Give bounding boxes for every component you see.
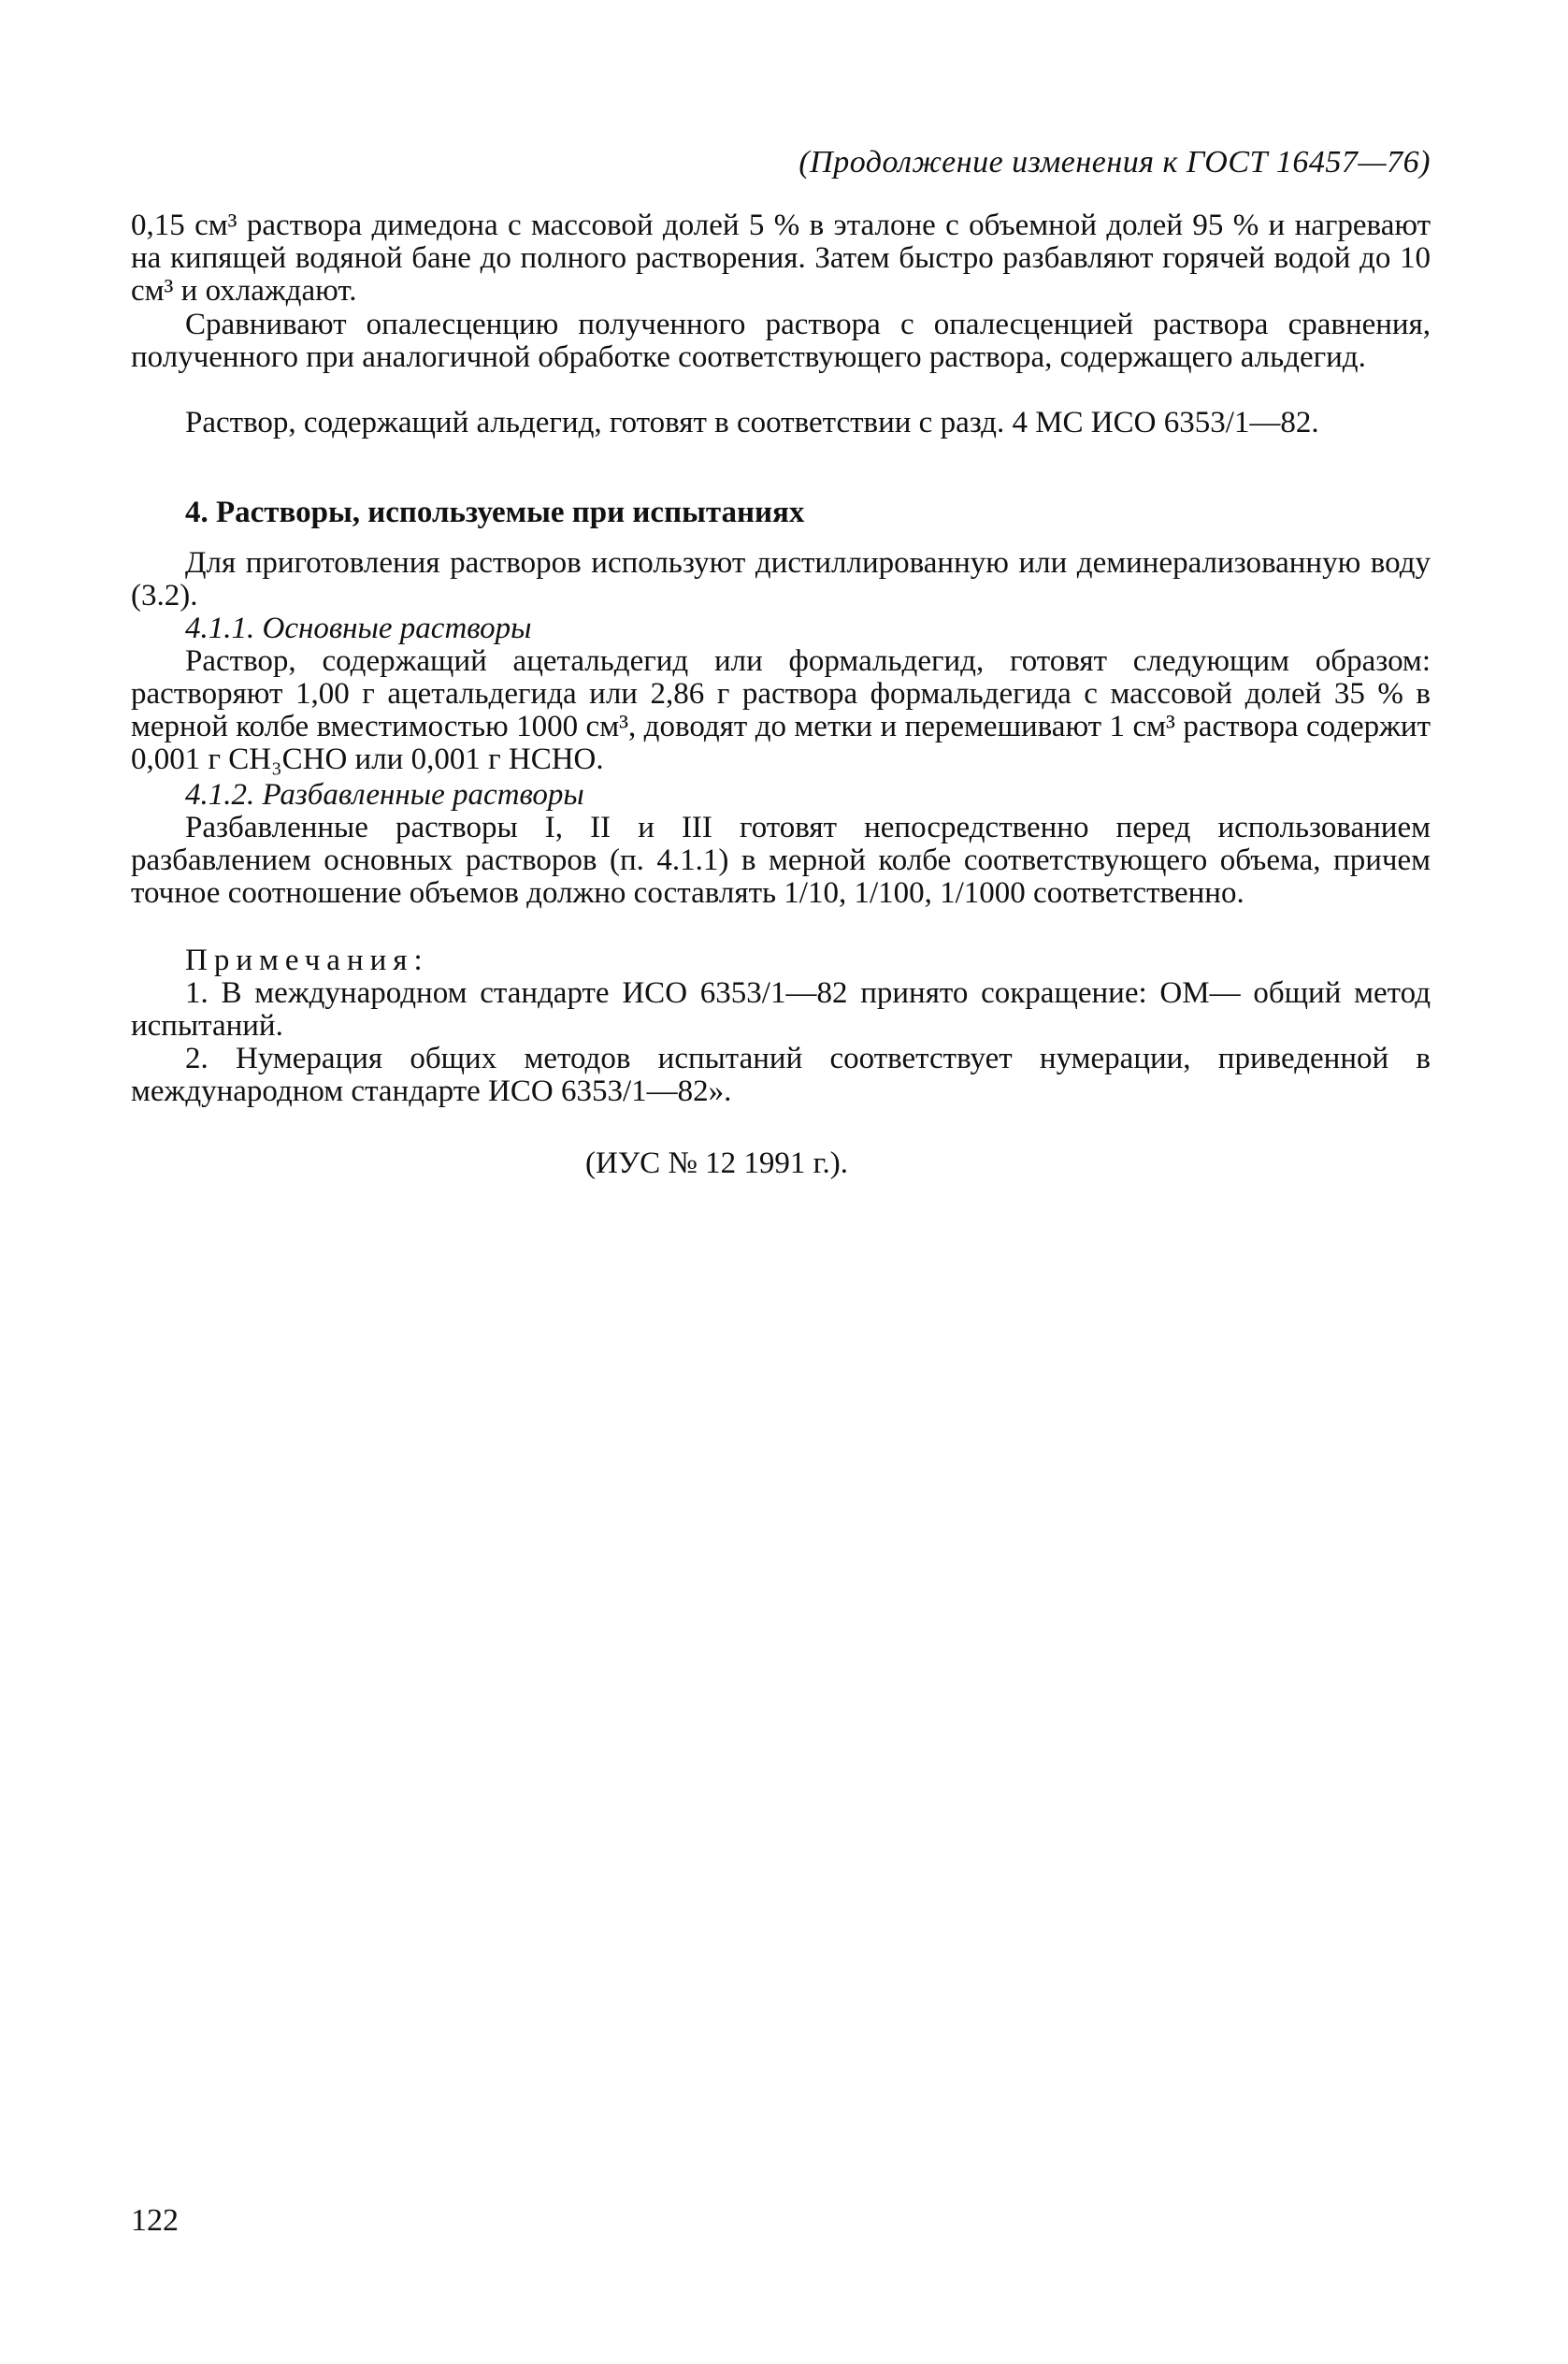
- subsection-4-1-2-paragraph: [131, 812, 1431, 910]
- notes-title: [131, 944, 1431, 977]
- note-1-text: 1. В международном стандарте ИСО 6353/1—82 принято сокращение: ОМ— общий метод испытаний.: [131, 976, 1431, 1043]
- intro-text-2: Сравнивают опалесценцию полученного раствора с опалесценцией раствора сравнения, полученного при аналогичной обработке соответствующего раствора, содержащего альдегид.: [131, 308, 1431, 374]
- intro-paragraph-3: [131, 407, 1431, 440]
- note-2: [131, 1043, 1431, 1108]
- page-header: (Продолжение изменения к ГОСТ 16457—76): [798, 145, 1431, 180]
- page-number: 122: [131, 2203, 179, 2238]
- subsection-4-1-2-title: [131, 779, 1431, 812]
- subsection-4-1-1-text: Раствор, содержащий ацетальдегид или формальдегид, готовят следующим образом: растворяют 1,00 г ацетальдегида или 2,86 г раствора формальдегида с массовой долей 35 % в мерной колбе вместимостью 1000 см³, доводят до метки и перемешивают 1 см³ раствора содержит 0,001 г CH₃CHO или 0,001 г HCHO.: [131, 644, 1431, 776]
- subsection-4-1-2-text: Разбавленные растворы I, II и III готовят непосредственно перед использованием разбавлением основных растворов (п. 4.1.1) в мерной колбе соответствующего объема, причем точное соотношение объемов должно составлять 1/10, 1/100, 1/1000 соответственно.: [131, 811, 1431, 910]
- subsection-4-1-2-title-text: 4.1.2. Разбавленные растворы: [185, 778, 584, 812]
- section-4-title: 4. Растворы, используемые при испытаниях: [185, 496, 805, 529]
- notes-title-text: Примечания:: [185, 944, 429, 977]
- subsection-4-1-1-title: [131, 613, 1431, 645]
- note-1: [131, 977, 1431, 1043]
- footer-reference: (ИУС № 12 1991 г.).: [585, 1146, 848, 1180]
- intro-text-3: Раствор, содержащий альдегид, готовят в соответствии с разд. 4 МС ИСО 6353/1—82.: [185, 406, 1319, 440]
- subsection-4-1-1-paragraph: [131, 645, 1431, 776]
- section-4-paragraph: [131, 547, 1431, 613]
- intro-text-1: 0,15 см³ раствора димедона с массовой долей 5 % в эталоне с объемной долей 95 % и нагревают на кипящей водяной бане до полного растворения. Затем быстро разбавляют горячей водой до 10 см³ и охлаждают.: [131, 209, 1431, 308]
- intro-paragraph-2: [131, 309, 1431, 374]
- section-4-text: Для приготовления растворов используют дистиллированную или деминерализованную воду (3.2).: [131, 546, 1431, 613]
- subsection-4-1-1-title-text: 4.1.1. Основные растворы: [185, 612, 532, 645]
- intro-paragraph-1: [131, 209, 1431, 308]
- note-2-text: 2. Нумерация общих методов испытаний соответствует нумерации, приведенной в международном стандарте ИСО 6353/1—82».: [131, 1042, 1431, 1108]
